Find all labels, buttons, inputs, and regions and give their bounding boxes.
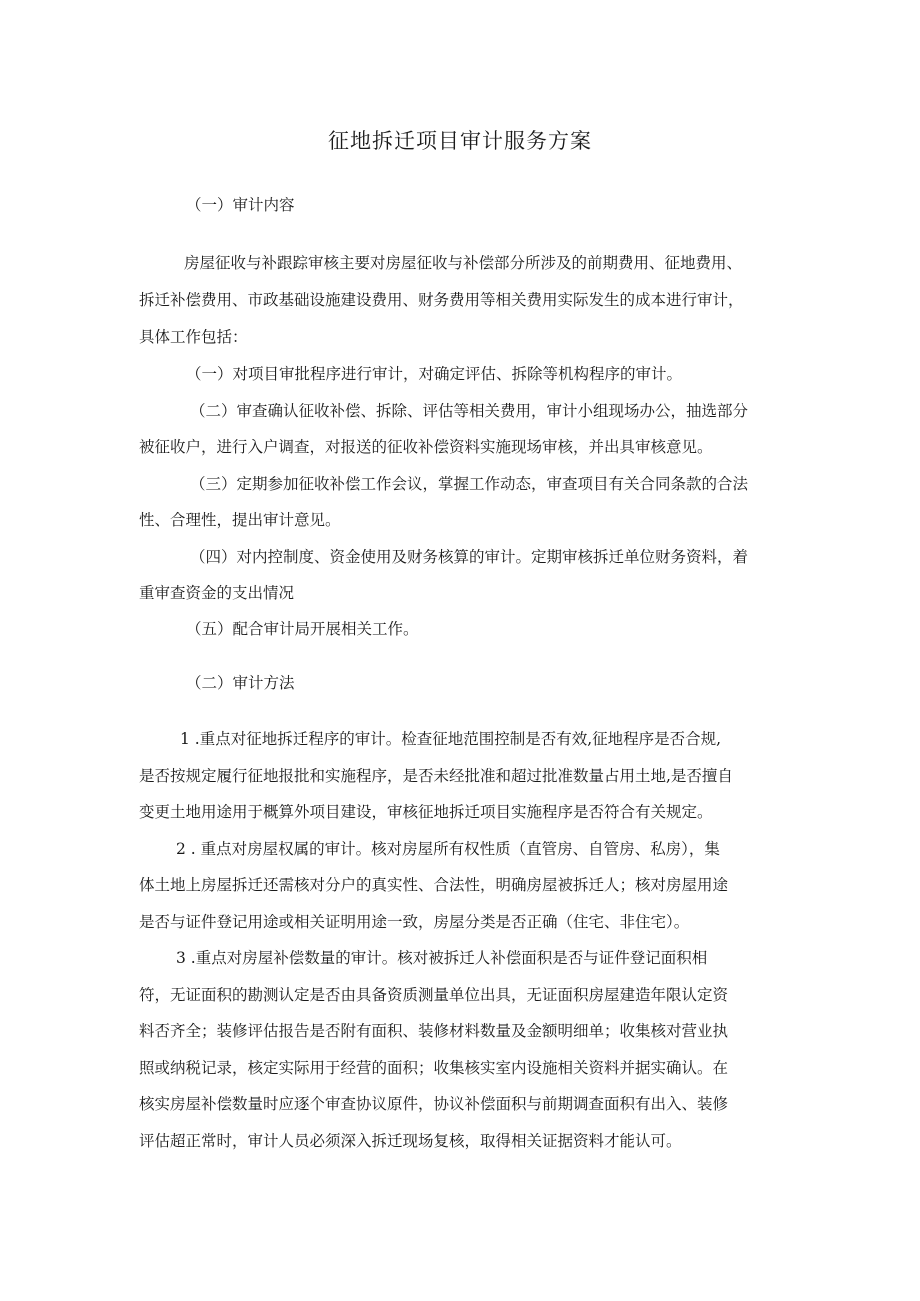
line-text: 拆迁补偿费用、市政基础设施建设费用、财务费用等相关费用实际发生的成本进行审计，	[139, 291, 744, 309]
paragraph-line	[0, 320, 920, 354]
paragraph-line	[0, 759, 920, 793]
list-item-continuation	[0, 430, 920, 464]
line-text: （二）审计方法	[186, 674, 295, 692]
paragraph-line	[0, 1087, 920, 1121]
line-text: （二）审查确认征收补偿、拆除、评估等相关费用，审计小组现场办公，抽选部分	[190, 402, 749, 420]
section-heading-audit-content	[0, 188, 920, 222]
list-item	[0, 357, 920, 391]
line-text: 2 . 重点对房屋权属的审计。核对房屋所有权性质（直管房、自管房、私房），集	[176, 840, 720, 858]
line-text: 重审查资金的支出情况	[139, 584, 295, 602]
list-item	[0, 612, 920, 646]
paragraph-line	[0, 795, 920, 829]
section-heading-audit-method	[0, 666, 920, 700]
line-text: 核实房屋补偿数量时应逐个审查协议原件，协议补偿面积与前期调查面积有出入、装修	[139, 1095, 729, 1113]
line-text: （四）对内控制度、资金使用及财务核算的审计。定期审核拆迁单位财务资料，着	[190, 548, 749, 566]
list-item-continuation	[0, 576, 920, 610]
paragraph-line	[0, 283, 920, 317]
list-item	[0, 540, 920, 574]
paragraph-line	[0, 722, 920, 756]
paragraph-line	[0, 246, 920, 280]
paragraph-line	[0, 868, 920, 902]
list-item	[0, 467, 920, 501]
line-text: （一）对项目审批程序进行审计，对确定评估、拆除等机构程序的审计。	[186, 365, 683, 383]
paragraph-line	[0, 1124, 920, 1158]
line-text: 评估超正常时，审计人员必须深入拆迁现场复核，取得相关证据资料才能认可。	[139, 1132, 682, 1150]
line-text: 变更土地用途用于概算外项目建设，审核征地拆迁项目实施程序是否符合有关规定。	[139, 803, 713, 821]
line-text: 性、合理性，提出审计意见。	[139, 511, 341, 529]
paragraph-line	[0, 905, 920, 939]
line-text: 料否齐全；装修评估报告是否附有面积、装修材料数量及金额明细单；收集核对营业执	[139, 1022, 729, 1040]
paragraph-line	[0, 832, 920, 866]
line-text: 符，无证面积的勘测认定是否由具备资质测量单位出具，无证面积房屋建造年限认定资	[139, 986, 729, 1004]
line-text: 具体工作包括：	[139, 328, 248, 346]
line-text: （三）定期参加征收补偿工作会议，掌握工作动态，审查项目有关合同条款的合法	[190, 475, 749, 493]
line-text: 被征收户，进行入户调查，对报送的征收补偿资料实施现场审核，并出具审核意见。	[139, 438, 713, 456]
line-text: 是否按规定履行征地报批和实施程序，是否未经批准和超过批准数量占用土地,是否擅自	[139, 767, 733, 785]
document-title: 征地拆迁项目审计服务方案	[328, 129, 592, 153]
paragraph-line	[0, 978, 920, 1012]
line-text: 是否与证件登记用途或相关证明用途一致，房屋分类是否正确（住宅、非住宅）。	[139, 913, 690, 931]
line-text: （一）审计内容	[186, 196, 295, 214]
line-text: 体土地上房屋拆迁还需核对分户的真实性、合法性，明确房屋被拆迁人；核对房屋用途	[139, 876, 729, 894]
line-text: 照或纳税记录，核定实际用于经营的面积；收集核实室内设施相关资料并据实确认。在	[139, 1059, 729, 1077]
line-text: 房屋征收与补跟踪审核主要对房屋征收与补偿部分所涉及的前期费用、征地费用、	[184, 254, 743, 272]
line-text: （五）配合审计局开展相关工作。	[186, 620, 419, 638]
list-item-continuation	[0, 503, 920, 537]
paragraph-line	[0, 1051, 920, 1085]
line-text: 3 .重点对房屋补偿数量的审计。核对被拆迁人补偿面积是否与证件登记面积相	[176, 949, 708, 967]
line-text: 1 .重点对征地拆迁程序的审计。检查征地范围控制是否有效,征地程序是否合规,	[180, 730, 722, 748]
paragraph-line	[0, 1014, 920, 1048]
list-item	[0, 394, 920, 428]
paragraph-line	[0, 941, 920, 975]
